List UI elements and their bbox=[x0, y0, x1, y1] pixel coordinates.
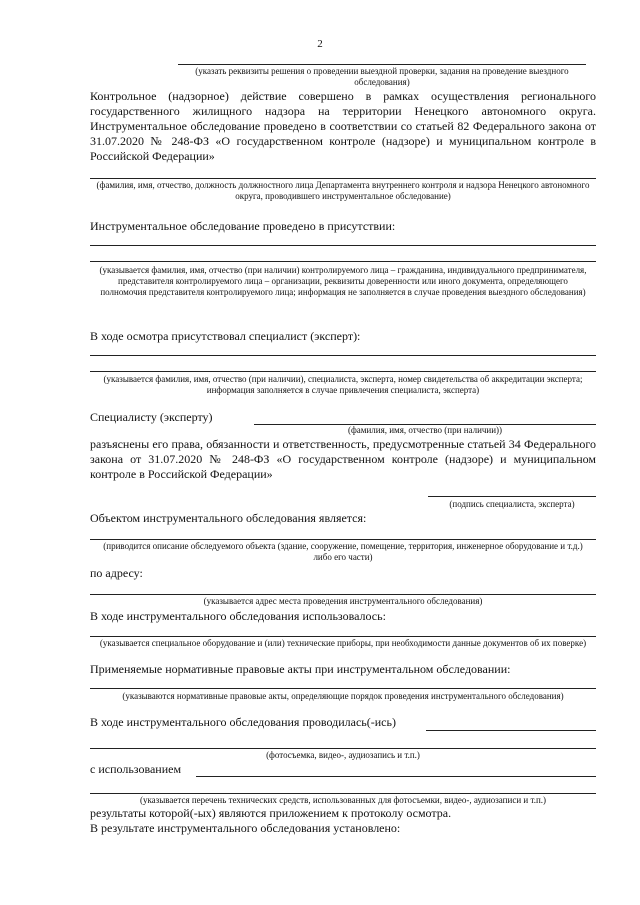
presence-line-1[interactable] bbox=[90, 245, 596, 246]
address-line[interactable] bbox=[90, 594, 596, 595]
decision-details-note: (указать реквизиты решения о проведении выездной проверки, задания на проведение выездного обследования) bbox=[195, 66, 569, 87]
expert-presence-note: (указывается фамилия, имя, отчество (при наличии), специалиста, эксперта, номер свидетельства об аккредитации эксперта; информация заполняется в случае привлечения специалиста, эксперта) bbox=[103, 374, 583, 395]
decision-details-line[interactable] bbox=[178, 64, 586, 65]
tools-line-2[interactable] bbox=[90, 793, 596, 794]
expert-signature-line[interactable] bbox=[428, 496, 596, 497]
address-label: по адресу: bbox=[90, 566, 143, 580]
regulations-note: (указываются нормативные правовые акты, определяющие порядок проведения инструментального обследования) bbox=[122, 691, 564, 701]
presence-line-2[interactable] bbox=[90, 261, 596, 262]
inspector-name-note: (фамилия, имя, отчество, должность должностного лица Департамента внутреннего контроля и надзора Ненецкого автономного округа, проводившего инструментальное обследование) bbox=[96, 180, 590, 201]
expert-name-note: (фамилия, имя, отчество (при наличии)) bbox=[347, 425, 503, 435]
recording-label: В ходе инструментального обследования проводилась(-ись) bbox=[90, 715, 396, 729]
recording-line-2[interactable] bbox=[90, 748, 596, 749]
intro-paragraph: Контрольное (надзорное) действие совершено в рамках осуществления регионального государственного жилищного надзора на территории Ненецкого автономного округа. Инструментальное обследование проведено в соответствии со статьей 82 Федерального закона от 31.07.2020 № 248-ФЗ «О государственном контроле (надзоре) и муниципальном контроле в Российской Федерации» bbox=[90, 89, 596, 163]
regulations-label: Применяемые нормативные правовые акты при инструментальном обследовании: bbox=[90, 662, 511, 676]
regulations-line[interactable] bbox=[90, 688, 596, 689]
presence-note: (указывается фамилия, имя, отчество (при наличии) контролируемого лица – гражданина, индивидуального предпринимателя, представителя контролируемого лица – организации, реквизиты доверенности или иного документа, определяющего полномочия представителя контролируемого лица; информация не заполняется в случае проведения выездного обследования) bbox=[99, 265, 587, 297]
rights-paragraph: разъяснены его права, обязанности и ответственность, предусмотренные статьей 34 Федерального закона от 31.07.2020 № 248-ФЗ «О государственном контроле (надзоре) и муниципальном контроле в Российской Федерации» bbox=[90, 437, 596, 481]
expert-label: Специалисту (эксперту) bbox=[90, 410, 213, 424]
results-attachment-text: результаты которой(-ых) являются приложением к протоколу осмотра. bbox=[90, 806, 452, 820]
expert-presence-line-2[interactable] bbox=[90, 371, 596, 372]
tools-label: с использованием bbox=[90, 762, 182, 776]
presence-label: Инструментальное обследование проведено в присутствии: bbox=[90, 219, 396, 233]
tools-line-1[interactable] bbox=[196, 776, 596, 777]
object-note: (приводится описание обследуемого объекта (здание, сооружение, помещение, территория, инженерное оборудование и т.д.) либо его части) bbox=[103, 541, 583, 562]
expert-presence-label: В ходе осмотра присутствовал специалист (эксперт): bbox=[90, 329, 361, 343]
equipment-label: В ходе инструментального обследования использовалось: bbox=[90, 609, 386, 623]
expert-presence-line-1[interactable] bbox=[90, 355, 596, 356]
page-number: 2 bbox=[317, 38, 323, 50]
equipment-note: (указывается специальное оборудование и (или) технические приборы, при необходимости данные документов об их поверке) bbox=[99, 638, 587, 648]
address-note: (указывается адрес места проведения инструментального обследования) bbox=[203, 596, 483, 606]
object-line[interactable] bbox=[90, 539, 596, 540]
expert-signature-note: (подпись специалиста, эксперта) bbox=[449, 499, 575, 509]
object-label: Объектом инструментального обследования является: bbox=[90, 511, 367, 525]
tools-note: (указывается перечень технических средств, использованных для фотосъемки, видео-, аудиозаписи и т.п.) bbox=[139, 795, 547, 805]
findings-label: В результате инструментального обследования установлено: bbox=[90, 821, 401, 835]
recording-note: (фотосъемка, видео-, аудиозапись и т.п.) bbox=[266, 750, 420, 760]
inspector-name-line[interactable] bbox=[90, 178, 596, 179]
recording-line-1[interactable] bbox=[426, 730, 596, 731]
equipment-line[interactable] bbox=[90, 636, 596, 637]
